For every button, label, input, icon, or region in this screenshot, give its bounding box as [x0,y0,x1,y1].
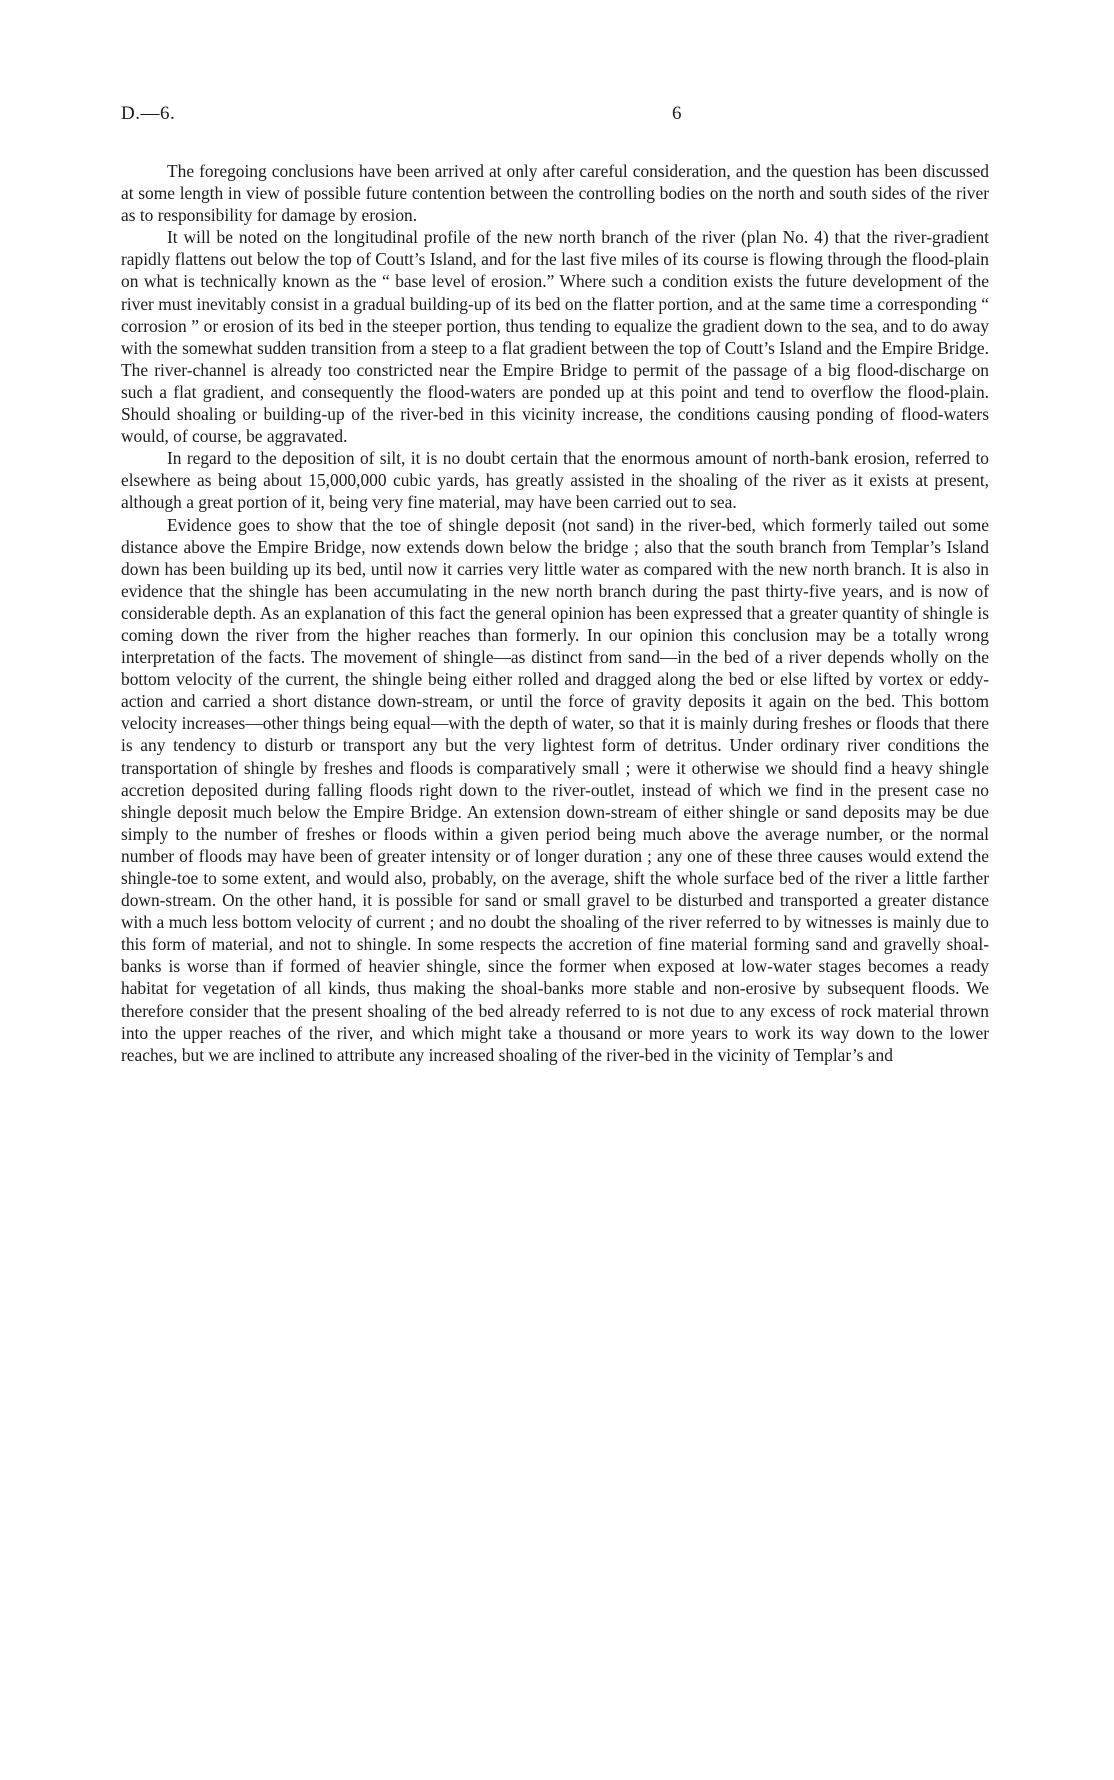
paragraph: It will be noted on the longitudinal profile of the new north branch of the river (plan No. 4) that the river-gradient rapidly flattens out below the top of Coutt’s Island, and for the last five miles of its course is flowing through the flood-plain on what is technically known as the “ base level of erosion.” Where such a condition exists the future development of the river must inevitably consist in a gradual building-up of its bed on the flatter portion, and at the same time a corresponding “ corrosion ” or erosion of its bed in the steeper portion, thus tending to equalize the gradient down to the sea, and to do away with the somewhat sudden transition from a steep to a flat gradient between the top of Coutt’s Island and the Empire Bridge. The river-channel is already too constricted near the Empire Bridge to permit of the passage of a big flood-discharge on such a flat gradient, and consequently the flood-waters are ponded up at this point and tend to overflow the flood-plain. Should shoaling or building-up of the river-bed in this vicinity increase, the conditions causing ponding of flood-waters would, of course, be aggravated. [121,227,989,447]
paragraph: Evidence goes to show that the toe of shingle deposit (not sand) in the river-bed, which formerly tailed out some distance above the Empire Bridge, now extends down below the bridge ; also that the south branch from Templar’s Island down has been building up its bed, until now it carries very little water as compared with the new north branch. It is also in evidence that the shingle has been accumulating in the new north branch during the past thirty-five years, and is now of considerable depth. As an explanation of this fact the general opinion has been expressed that a greater quantity of shingle is coming down the river from the higher reaches than formerly. In our opinion this conclusion may be a totally wrong interpretation of the facts. The movement of shingle—as distinct from sand—in the bed of a river depends wholly on the bottom velocity of the current, the shingle being either rolled and dragged along the bed or else lifted by vortex or eddy-action and carried a short distance down-stream, or until the force of gravity deposits it again on the bed. This bottom velocity increases—other things being equal—with the depth of water, so that it is mainly during freshes or floods that there is any tendency to disturb or transport any but the very lightest form of detritus. Under ordinary river conditions the transportation of shingle by freshes and floods is comparatively small ; were it otherwise we should find a heavy shingle accretion deposited during falling floods right down to the river-outlet, instead of which we find in the present case no shingle deposit much below the Empire Bridge. An extension down-stream of either shingle or sand deposits may be due simply to the number of freshes or floods within a given period being much above the average number, or the normal number of floods may have been of greater intensity or of longer duration ; any one of these three causes would extend the shingle-toe to some extent, and would also, probably, on the average, shift the whole surface bed of the river a little farther down-stream. On the other hand, it is possible for sand or small gravel to be disturbed and transported a greater distance with a much less bottom velocity of current ; and no doubt the shoaling of the river referred to by witnesses is mainly due to this form of material, and not to shingle. In some respects the accretion of fine material forming sand and gravelly shoal-banks is worse than if formed of heavier shingle, since the former when exposed at low-water stages becomes a ready habitat for vegetation of all kinds, thus making the shoal-banks more stable and non-erosive by subsequent floods. We therefore consider that the present shoaling of the bed already referred to is not due to any excess of rock material thrown into the upper reaches of the river, and which might take a thousand or more years to work its way down to the lower reaches, but we are inclined to attribute any increased shoaling of the river-bed in the vicinity of Templar’s and [121,514,989,1065]
page-header [121,101,989,127]
paragraph: The foregoing conclusions have been arrived at only after careful consideration, and the question has been discussed at some length in view of possible future contention between the controlling bodies on the north and south sides of the river as to responsibility for damage by erosion. [121,161,989,226]
document-reference: D.—6. [121,103,176,124]
body-text [121,160,989,1066]
paragraph: In regard to the deposition of silt, it is no doubt certain that the enormous amount of north-bank erosion, referred to elsewhere as being about 15,000,000 cubic yards, has greatly assisted in the shoaling of the river as it exists at present, although a great portion of it, being very fine material, may have been carried out to sea. [121,448,989,513]
page-number: 6 [672,103,682,124]
